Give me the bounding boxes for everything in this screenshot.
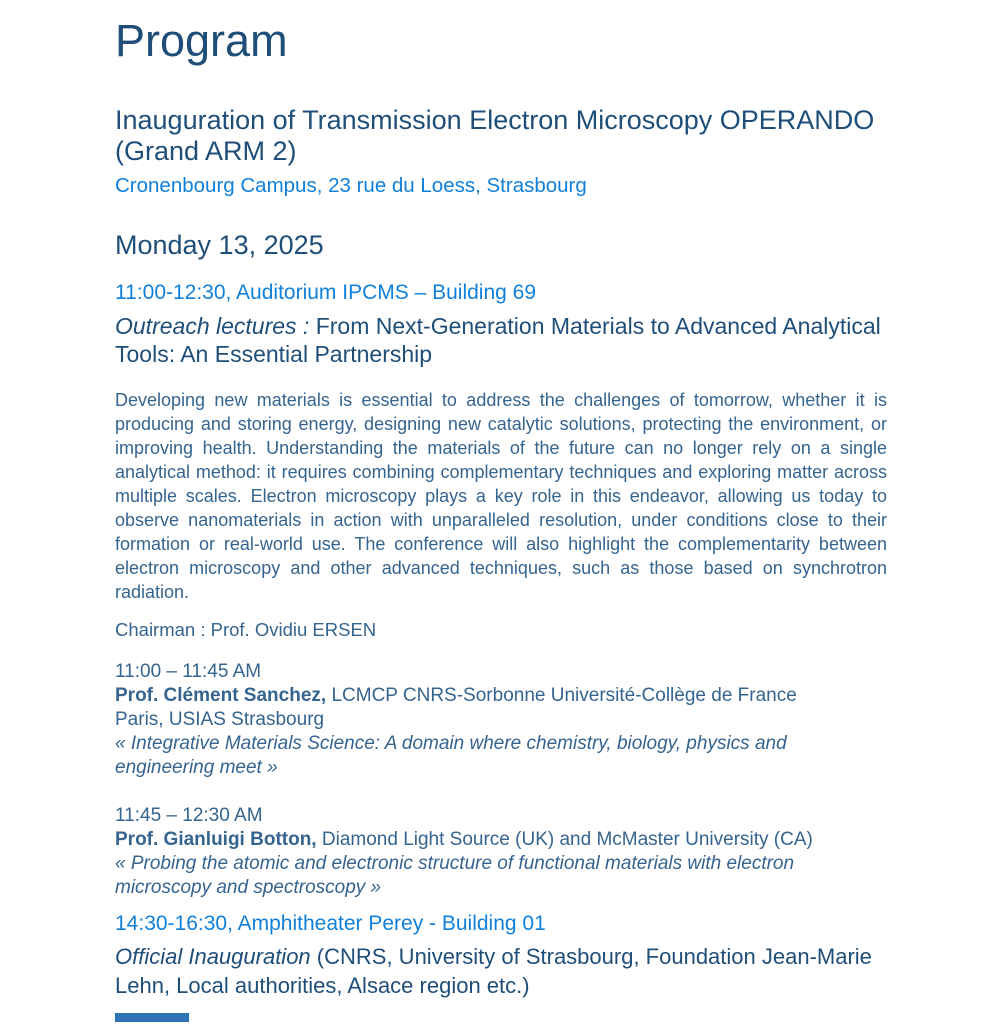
session2-title bbox=[115, 942, 887, 1000]
event-title: Inauguration of Transmission Electron Microscopy OPERANDO (Grand ARM 2) bbox=[115, 105, 875, 166]
document-content bbox=[115, 0, 887, 1000]
session2-title-italic: Official Inauguration bbox=[115, 944, 311, 969]
session2-time-location: 14:30-16:30, Amphitheater Perey - Building 01 bbox=[115, 912, 546, 935]
talk-2-time: 11:45 – 12:30 AM bbox=[115, 805, 263, 826]
talk-1-affiliation-line2: Paris, USIAS Strasbourg bbox=[115, 709, 325, 730]
talk-1-title: « Integrative Materials Science: A domain where chemistry, biology, physics and engineering meet » bbox=[115, 733, 787, 778]
session1-title-italic: Outreach lectures : bbox=[115, 313, 310, 339]
session2-title-rest: (CNRS, University of Strasbourg, Foundation Jean-Marie Lehn, Local authorities, Alsace region etc.) bbox=[115, 944, 872, 998]
session1-abstract: Developing new materials is essential to address the challenges of tomorrow, whether it is producing and storing energy, designing new catalytic solutions, protecting the environment, or improving health. Understanding the materials of the future can no longer rely on a single analytical method: it requires combining complementary techniques and exploring matter across multiple scales. Electron microscopy plays a key role in this endeavor, allowing us today to observe nanomaterials in action with unparalleled resolution, under conditions close to their formation or real-world use. The conference will also highlight the complementarity between electron microscopy and other advanced techniques, such as those based on synchrotron radiation. bbox=[115, 390, 887, 602]
talk-1-speaker-line bbox=[115, 684, 887, 732]
session1-time-location: 11:00-12:30, Auditorium IPCMS – Building 69 bbox=[115, 281, 537, 304]
talk-2 bbox=[115, 804, 887, 900]
session1-title-rest: From Next-Generation Materials to Advanced Analytical Tools: An Essential Partnership bbox=[115, 313, 881, 367]
talk-2-affiliation-line1: Diamond Light Source (UK) and McMaster University (CA) bbox=[321, 829, 813, 850]
event-location: Cronenbourg Campus, 23 rue du Loess, Strasbourg bbox=[115, 174, 587, 197]
session1-chairman: Chairman : Prof. Ovidiu ERSEN bbox=[115, 619, 377, 640]
talk-2-speaker-line bbox=[115, 828, 887, 852]
page-title: Program bbox=[115, 15, 288, 66]
session1-title bbox=[115, 312, 887, 368]
talk-2-title: « Probing the atomic and electronic structure of functional materials with electron microscopy and spectroscopy » bbox=[115, 853, 795, 898]
talk-1-time: 11:00 – 11:45 AM bbox=[115, 661, 262, 682]
talk-1-speaker: Prof. Clément Sanchez, bbox=[115, 685, 327, 706]
talk-1 bbox=[115, 660, 887, 780]
talk-1-affiliation-line1: LCMCP CNRS-Sorbonne Université-Collège de France bbox=[331, 685, 797, 706]
date-heading: Monday 13, 2025 bbox=[115, 230, 324, 260]
next-page-table-edge bbox=[115, 1013, 189, 1022]
talk-2-speaker: Prof. Gianluigi Botton, bbox=[115, 829, 317, 850]
